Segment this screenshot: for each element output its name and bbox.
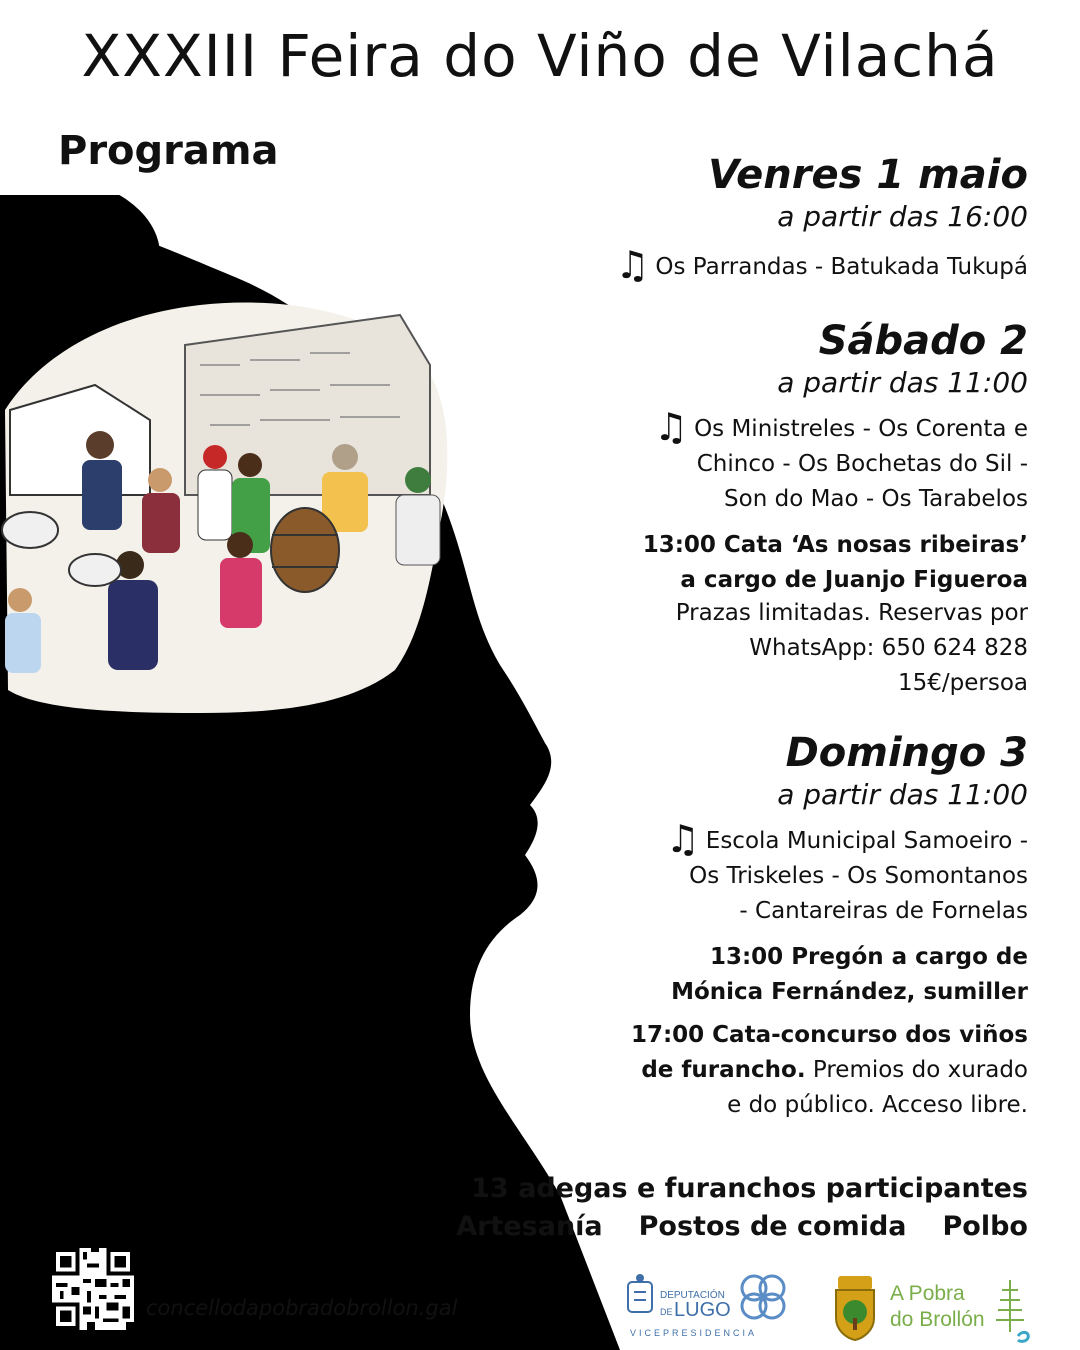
friday-music-lineup: Os Parrandas - Batukada Tukupá [655, 254, 1028, 280]
saturday-info-line: Prazas limitadas. Reservas por [675, 600, 1028, 626]
saturday-music-line: Son do Mao - Os Tarabelos [724, 486, 1028, 512]
saturday-music-line: Os Ministreles - Os Corenta e [694, 416, 1028, 442]
sunday-proclamation [671, 940, 1028, 1010]
sunday-contest-line: de furancho. [641, 1057, 806, 1083]
sunday-music-line: Os Triskeles - Os Somontanos [689, 863, 1028, 889]
sunday-contest-line: 17:00 Cata-concurso dos viños [630, 1022, 1028, 1048]
wine-barrel [271, 508, 339, 592]
music-note-icon: ♫ [653, 405, 689, 449]
saturday-tasting-info [676, 596, 1028, 701]
day-sunday [777, 730, 1028, 811]
highlight-crafts: Artesanía [456, 1211, 603, 1242]
lugo-small-text: DEPUTACIÓN [660, 1290, 725, 1301]
pobra-brollon-logo [832, 1266, 1032, 1346]
deputacion-lugo-logo [624, 1270, 794, 1342]
whatsapp-contact: WhatsApp: 650 624 828 [749, 635, 1028, 661]
highlight-octopus: Polbo [942, 1211, 1028, 1242]
lugo-sub-text: VICEPRESIDENCIA [630, 1328, 758, 1338]
wineries-count: 13 adegas e furanchos participantes [471, 1173, 1028, 1204]
coat-of-arms-icon [628, 1274, 652, 1312]
sunday-proclamation-line: Mónica Fernández, sumiller [671, 979, 1028, 1005]
footer-highlights [456, 1170, 1028, 1246]
day-friday [708, 152, 1028, 233]
sunday-contest-prizes: Premios do xurado [805, 1057, 1028, 1083]
tree-icon [996, 1280, 1024, 1332]
sunday-music [665, 817, 1028, 929]
price: 15€/persoa [897, 670, 1028, 696]
lugo-de-text: DE [660, 1307, 673, 1317]
day-saturday-time: a partir das 11:00 [777, 366, 1028, 399]
music-note-icon: ♫ [665, 817, 700, 861]
pobra-text-line2: do Brollón [890, 1308, 985, 1331]
day-sunday-name: Domingo 3 [785, 730, 1028, 776]
sunday-contest-line: e do público. Acceso libre. [727, 1092, 1028, 1118]
music-note-icon: ♫ [615, 243, 650, 287]
day-friday-time: a partir das 16:00 [777, 200, 1028, 233]
day-saturday-name: Sábado 2 [818, 318, 1028, 364]
day-sunday-time: a partir das 11:00 [777, 778, 1028, 811]
river-swirl-icon [1018, 1332, 1028, 1341]
day-friday-name: Venres 1 maio [708, 152, 1028, 198]
highlight-food-stalls: Postos de comida [638, 1211, 907, 1242]
lugo-big-text: LUGO [674, 1299, 731, 1321]
saturday-music-line: Chinco - Os Bochetas do Sil - [696, 451, 1028, 477]
lugo-rings-icon [742, 1276, 784, 1318]
sunday-music-line: - Cantareiras de Fornelas [739, 898, 1028, 924]
sunday-proclamation-line: 13:00 Pregón a cargo de [709, 944, 1028, 970]
sunday-contest [631, 1018, 1028, 1123]
saturday-tasting-line: a cargo de Juanjo Figueroa [680, 567, 1028, 593]
day-saturday [777, 318, 1028, 399]
coat-of-arms-icon [836, 1276, 874, 1340]
qr-code-icon[interactable] [52, 1248, 134, 1330]
sunday-music-line: Escola Municipal Samoeiro - [705, 828, 1028, 854]
program-heading: Programa [58, 128, 279, 174]
website-link[interactable]: concellodapobradobrollon.gal [146, 1296, 458, 1320]
saturday-tasting [643, 528, 1028, 598]
page-title: XXXIII Feira do Viño de Vilachá [81, 22, 999, 90]
friday-music [615, 243, 1028, 287]
pobra-text-line1: A Pobra [890, 1282, 965, 1305]
saturday-tasting-line: 13:00 Cata ‘As nosas ribeiras’ [642, 532, 1028, 558]
saturday-music [653, 405, 1028, 517]
